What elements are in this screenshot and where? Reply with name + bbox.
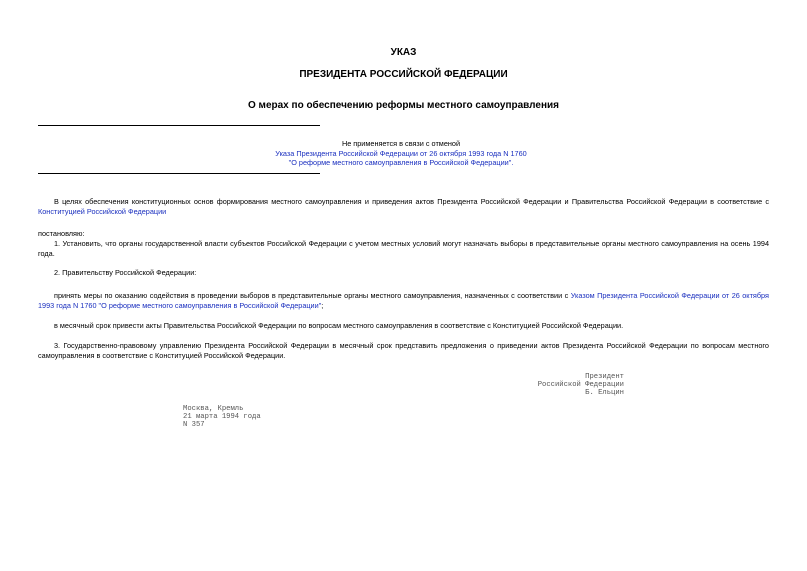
- item-2a-paragraph: [38, 291, 769, 311]
- date: 21 марта 1994 года: [183, 413, 261, 421]
- item-2-paragraph: [38, 268, 769, 278]
- item-2b-text: в месячный срок привести акты Правительства Российской Федерации по вопросам местного самоуправления в соответствие с Конституцией Российской Федерации.: [54, 321, 624, 330]
- item-3-paragraph: [38, 341, 769, 361]
- preamble-paragraph: [38, 197, 769, 217]
- signature-title: Президент: [585, 373, 624, 381]
- decree-word: постановляю:: [38, 229, 85, 238]
- item-2b-paragraph: [38, 321, 769, 331]
- constitution-link[interactable]: Конституцией Российской Федерации: [38, 207, 167, 216]
- item-1-paragraph: [38, 239, 769, 259]
- signature-name: Б. Ельцин: [585, 389, 624, 397]
- signature-country: Российской Федерации: [537, 381, 624, 389]
- item-2-text: 2. Правительству Российской Федерации:: [54, 268, 197, 277]
- item-3-text: 3. Государственно-правовому управлению Президента Российской Федерации в месячный срок представить предложения о приведении актов Президента Российской Федерации по вопросам местного самоуправления в соответствие с Конституцией Российской Федерации.: [38, 341, 769, 360]
- bottom-divider: [38, 173, 320, 174]
- item-1-text: 1. Установить, что органы государственной власти субъектов Российской Федерации с учетом местных условий могут назначать выборы в представительные органы местного самоуправления на осень 1994 года.: [38, 239, 769, 258]
- decree-subject: О мерах по обеспечению реформы местного самоуправления: [248, 100, 559, 111]
- status-note-link-line[interactable]: "О реформе местного самоуправления в Российской Федерации".: [288, 158, 514, 167]
- preamble-text: В целях обеспечения конституционных основ формирования местного самоуправления и приведения актов Президента Российской Федерации и Правительства Российской Федерации в соответствие с: [54, 197, 769, 206]
- status-note-link-line[interactable]: Указа Президента Российской Федерации от 26 октября 1993 года N 1760: [275, 149, 527, 158]
- item-2a-end: ;: [321, 301, 324, 310]
- decree-1760-link[interactable]: Указом Президента Российской Федерации от 26 октября 1993 года N 1760 "О реформе местного самоуправления в Российской Федерации": [38, 291, 769, 310]
- issuer-heading: ПРЕЗИДЕНТА РОССИЙСКОЙ ФЕДЕРАЦИИ: [299, 69, 508, 80]
- status-note-line: Не применяется в связи с отменой: [341, 139, 461, 148]
- decree-heading: УКАЗ: [390, 47, 417, 58]
- item-2a-text: принять меры по оказанию содействия в проведении выборов в представительные органы местного самоуправления, назначенных с соответствии с: [54, 291, 571, 300]
- decree-number: N 357: [183, 421, 205, 429]
- place: Москва, Кремль: [183, 405, 244, 413]
- top-divider: [38, 125, 320, 126]
